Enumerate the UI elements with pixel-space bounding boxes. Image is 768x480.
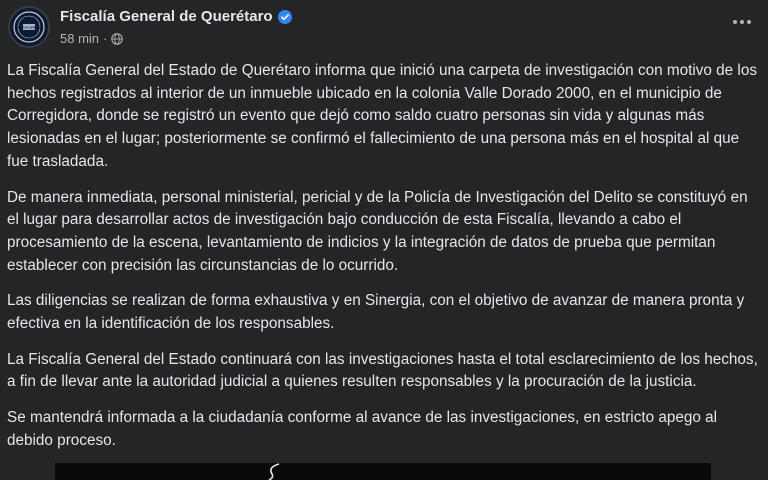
fiscalia-logo-icon <box>12 10 46 44</box>
meta-separator: · <box>103 31 108 46</box>
page-name-row <box>60 8 292 25</box>
post-media[interactable] <box>55 463 711 480</box>
post-meta <box>60 31 123 46</box>
menu-dot <box>733 20 737 24</box>
media-preview-graphic <box>263 463 283 480</box>
post-body <box>7 60 760 466</box>
page-avatar[interactable] <box>8 6 50 48</box>
post-paragraph: La Fiscalía General del Estado de Querétaro informa que inició una carpeta de investigación con motivo de los hechos registrados al interior de un inmueble ubicado en la colonia Valle Dorado 2000, en el municipio de Corregidora, donde se registró un evento que dejó como saldo cuatro personas sin vida y algunas más lesionadas en el lugar; posteriormente se confirmó el fallecimiento de una persona más en el hospital al que fue trasladada. <box>7 62 757 170</box>
post-paragraph: Se mantendrá informada a la ciudadanía conforme al avance de las investigaciones, en estricto apego al debido proceso. <box>7 409 718 449</box>
post-paragraph: La Fiscalía General del Estado continuará con las investigaciones hasta el total esclarecimiento de los hechos, a fin de llevar ante la autoridad judicial a quienes resulten responsables y la procuración de la justicia. <box>7 350 758 391</box>
post-paragraph: Las diligencias se realizan de forma exhaustiva y en Sinergia, con el objetivo de avanzar de manera pronta y efectiva en la identificación de los responsables. <box>7 292 745 333</box>
menu-dot <box>747 20 751 24</box>
verified-badge-icon <box>278 10 292 24</box>
post-header <box>0 0 768 56</box>
more-options-icon[interactable] <box>730 10 754 34</box>
globe-icon[interactable] <box>111 33 123 45</box>
page-name-link[interactable]: Fiscalía General de Querétaro <box>60 8 273 25</box>
menu-dot <box>740 20 744 24</box>
post-paragraph: De manera inmediata, personal ministerial, pericial y de la Policía de Investigación del Delito se constituyó en el lugar para desarrollar actos de investigación bajo conducción de esta Fiscalía, llevando a cabo el procesamiento de la escena, levantamiento de indicios y la integración de datos de prueba que permitan establecer con precisión las circunstancias de lo ocurrido. <box>7 188 748 274</box>
svg-text:FISCALÍA GENERAL: FISCALÍA GENERAL <box>16 26 42 30</box>
post-timestamp[interactable]: 58 min <box>60 31 100 46</box>
